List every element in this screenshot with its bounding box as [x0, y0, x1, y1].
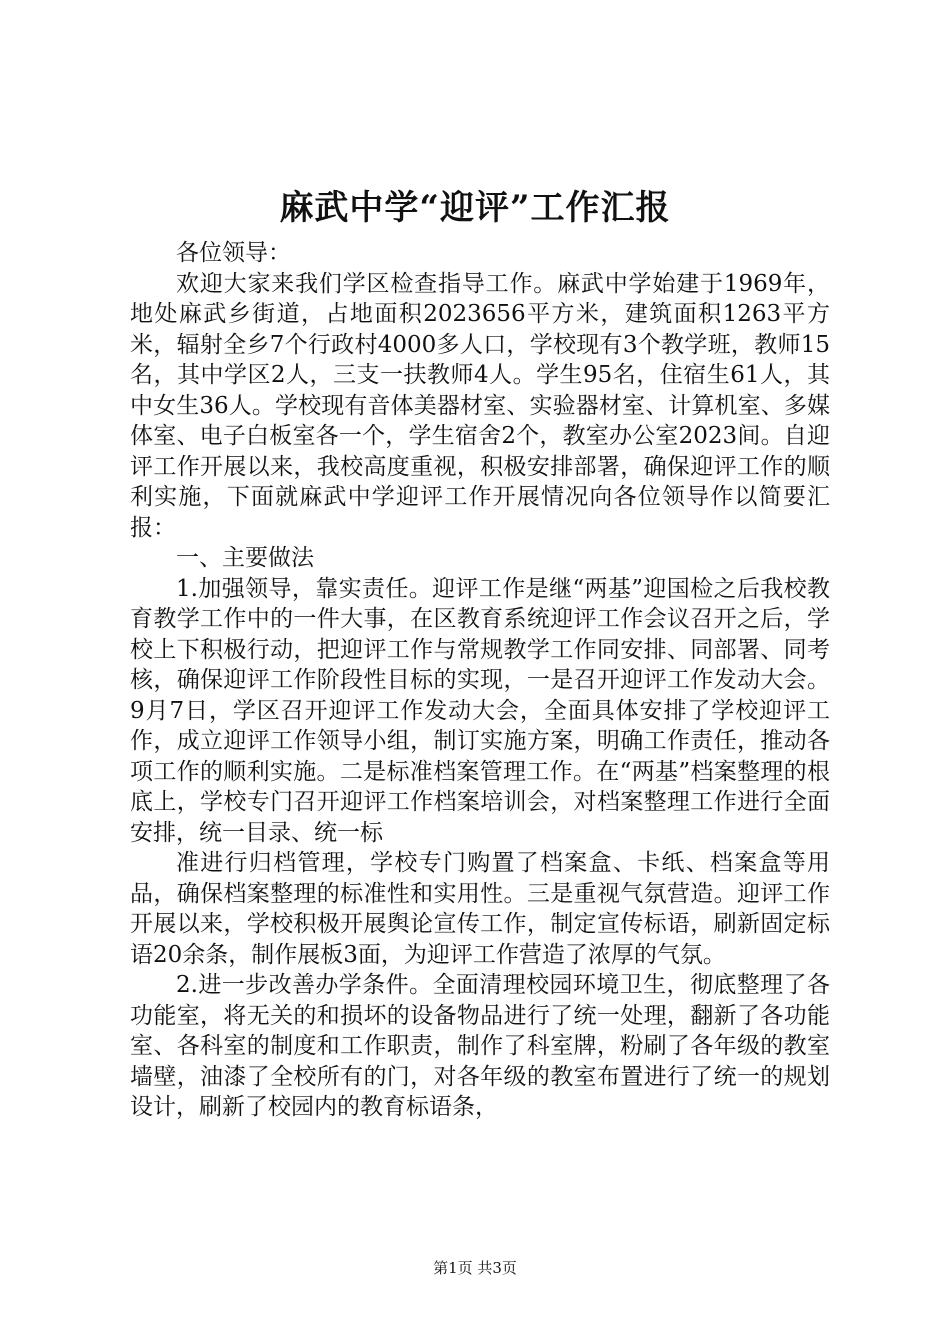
- section-heading: 一、主要做法: [176, 545, 314, 571]
- item-1-continued-paragraph: 准进行归档管理，学校专门购置了档案盒、卡纸、档案盒等用品，确保档案整理的标准性和实用性。三是重视气氛营造。迎评工作开展以来，学校积极开展舆论宣传工作，制定宣传标语，刷新固定标语20余条，制作展板3面，为迎评工作营造了浓厚的气氛。: [130, 850, 830, 968]
- intro-paragraph: 欢迎大家来我们学区检查指导工作。麻武中学始建于1969年，地处麻武乡街道，占地面积2023656平方米，建筑面积1263平方米，辐射全乡7个行政村4000多人口，学校现有3个教学班，教师15名，其中学区2人，三支一扶教师4人。学生95名，住宿生61人，其中女生36人。学校现有音体美器材室、实验器材室、计算机室、多媒体室、电子白板室各一个，学生宿舍2个，教室办公室2023间。自迎评工作开展以来，我校高度重视，积极安排部署，确保迎评工作的顺利实施，下面就麻武中学迎评工作开展情况向各位领导作以简要汇报：: [130, 270, 830, 541]
- document-title: 麻武中学“迎评”工作汇报: [279, 188, 671, 228]
- item-2-paragraph: 2.进一步改善办学条件。全面清理校园环境卫生，彻底整理了各功能室，将无关的和损坏的设备物品进行了统一处理，翻新了各功能室、各科室的制度和工作职责，制作了科室牌，粉刷了各年级的教室墙壁，油漆了全校所有的门，对各年级的教室布置进行了统一的规划设计，刷新了校园内的教育标语条，: [130, 972, 830, 1120]
- item-1-paragraph: 1.加强领导，靠实责任。迎评工作是继“两基”迎国检之后我校教育教学工作中的一件大事，在区教育系统迎评工作会议召开之后，学校上下积极行动，把迎评工作与常规教学工作同安排、同部署、同考核，确保迎评工作阶段性目标的实现，一是召开迎评工作发动大会。9月7日，学区召开迎评工作发动大会，全面具体安排了学校迎评工作，成立迎评工作领导小组，制订实施方案，明确工作责任，推动各项工作的顺利实施。二是标准档案管理工作。在“两基”档案整理的根底上，学校专门召开迎评工作档案培训会，对档案整理工作进行全面安排，统一目录、统一标: [130, 575, 830, 846]
- document-body: [130, 238, 830, 1123]
- page-footer: 第1页 共3页: [433, 1259, 517, 1277]
- salutation-paragraph: 各位领导：: [176, 240, 291, 266]
